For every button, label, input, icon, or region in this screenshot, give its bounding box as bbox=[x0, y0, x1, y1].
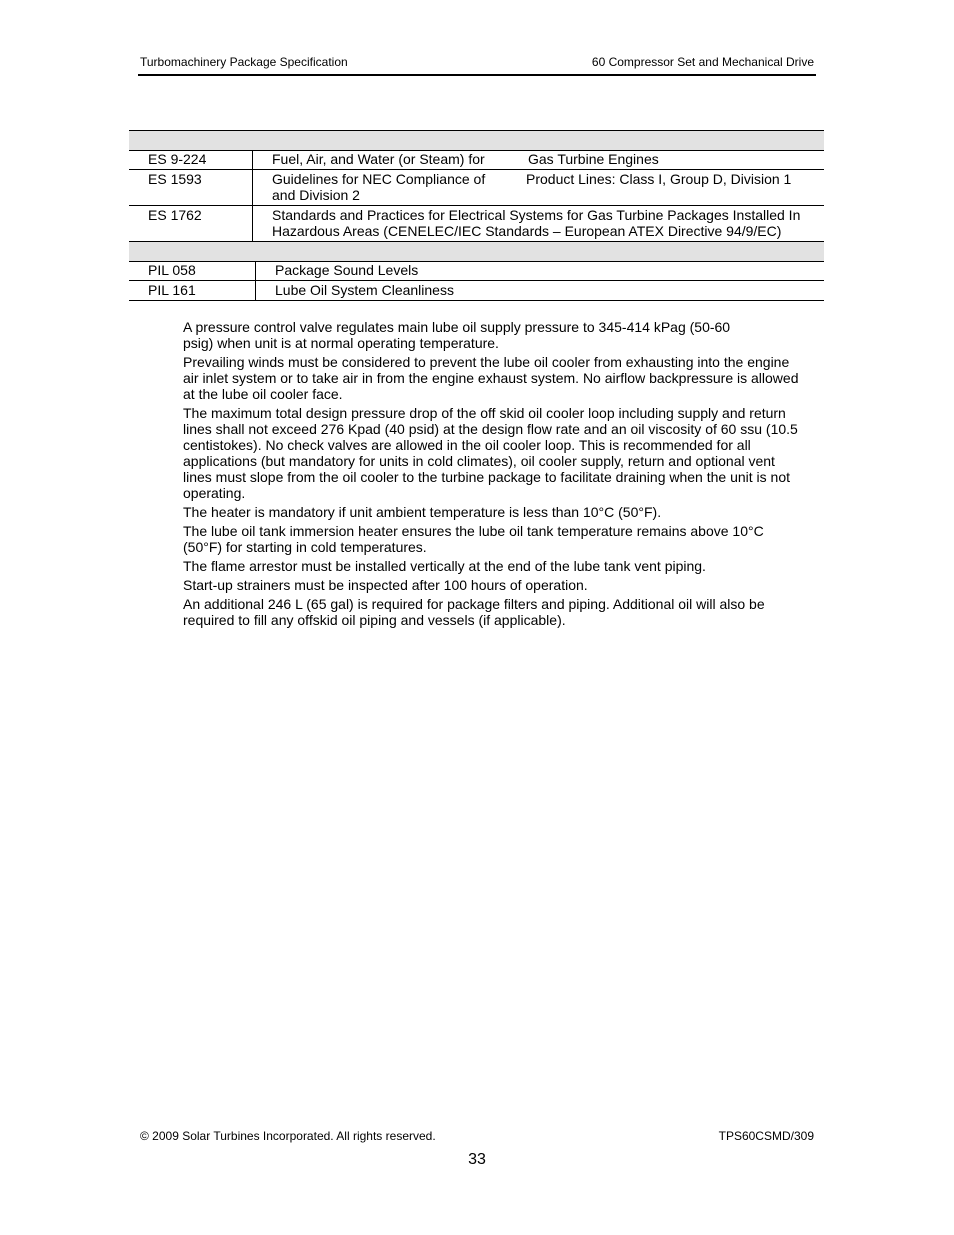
header-title: Turbomachinery Package Specification bbox=[140, 55, 348, 69]
table-row bbox=[129, 150, 824, 170]
table-row bbox=[129, 170, 824, 206]
pil-title: Lube Oil System Cleanliness bbox=[275, 282, 454, 298]
note-paragraph: An additional 246 L (65 gal) is required for package filters and piping. Additional oil will also be required to fill any offskid oil piping and vessels (if applicable). bbox=[183, 596, 765, 628]
spec-title: Guidelines for NEC Compliance of bbox=[272, 171, 486, 187]
cell-divider bbox=[255, 261, 256, 280]
table-row bbox=[129, 281, 824, 301]
header-rule bbox=[138, 74, 816, 76]
notes-section bbox=[183, 319, 803, 631]
note-paragraph: Start-up strainers must be inspected after 100 hours of operation. bbox=[183, 577, 588, 593]
header-subtitle: 60 Compressor Set and Mechanical Drive bbox=[591, 55, 814, 69]
cell-divider bbox=[252, 150, 253, 169]
spec-id: ES 1593 bbox=[148, 171, 202, 187]
table-row bbox=[129, 261, 824, 281]
engineering-spec-table bbox=[129, 130, 824, 242]
pil-id: PIL 058 bbox=[148, 262, 196, 278]
spec-title: Standards and Practices for Electrical Systems for Gas Turbine Packages Installed In bbox=[272, 207, 801, 223]
table-row bbox=[129, 206, 824, 242]
spec-title-line2: and Division 2 bbox=[272, 187, 360, 203]
cell-divider bbox=[252, 170, 253, 205]
spec-title: Fuel, Air, and Water (or Steam) for bbox=[272, 151, 485, 167]
note-paragraph: The lube oil tank immersion heater ensures the lube oil tank temperature remains above 10°C (50°F) for starting in cold temperatures. bbox=[183, 523, 764, 555]
note-paragraph: Prevailing winds must be considered to prevent the lube oil cooler from exhausting into the engine air inlet system or to take air in from the engine exhaust system. No airflow backpressure is allowed at the lube oil cooler face. bbox=[183, 354, 799, 402]
note-paragraph: The maximum total design pressure drop of the off skid oil cooler loop including supply and return lines shall not exceed 276 Kpad (40 psid) at the design flow rate and an oil viscosity of 60 ssu (10.5 centistokes). No check valves are allowed in the oil cooler loop. This is recommended for all applications (but mandatory for units in cold climates), oil cooler supply, return and optional vent lines must slope from the oil cooler to the turbine package to facilitate draining when the unit is not operating. bbox=[183, 405, 798, 501]
cell-divider bbox=[255, 281, 256, 300]
product-info-table bbox=[129, 241, 824, 301]
spec-title-cont: Product Lines: Class I, Group D, Division 1 bbox=[526, 171, 792, 187]
spec-title-cont: Gas Turbine Engines bbox=[528, 151, 659, 167]
table-band bbox=[129, 241, 824, 262]
document-id: TPS60CSMD/309 bbox=[718, 1129, 814, 1143]
pil-id: PIL 161 bbox=[148, 282, 196, 298]
pil-title: Package Sound Levels bbox=[275, 262, 419, 278]
note-paragraph: A pressure control valve regulates main lube oil supply pressure to 345-414 kPag (50-60 psig) when unit is at normal operating temperature. bbox=[183, 319, 731, 351]
copyright-notice: © 2009 Solar Turbines Incorporated. All rights reserved. bbox=[140, 1129, 436, 1143]
spec-id: ES 9-224 bbox=[148, 151, 207, 167]
table-band bbox=[129, 130, 824, 151]
spec-title-line2: Hazardous Areas (CENELEC/IEC Standards – European ATEX Directive 94/9/EC) bbox=[272, 223, 782, 239]
cell-divider bbox=[252, 206, 253, 242]
note-paragraph: The flame arrestor must be installed vertically at the end of the lube tank vent piping. bbox=[183, 558, 706, 574]
spec-id: ES 1762 bbox=[148, 207, 202, 223]
page-number: 33 bbox=[468, 1151, 486, 1168]
note-paragraph: The heater is mandatory if unit ambient temperature is less than 10°C (50°F). bbox=[183, 504, 662, 520]
